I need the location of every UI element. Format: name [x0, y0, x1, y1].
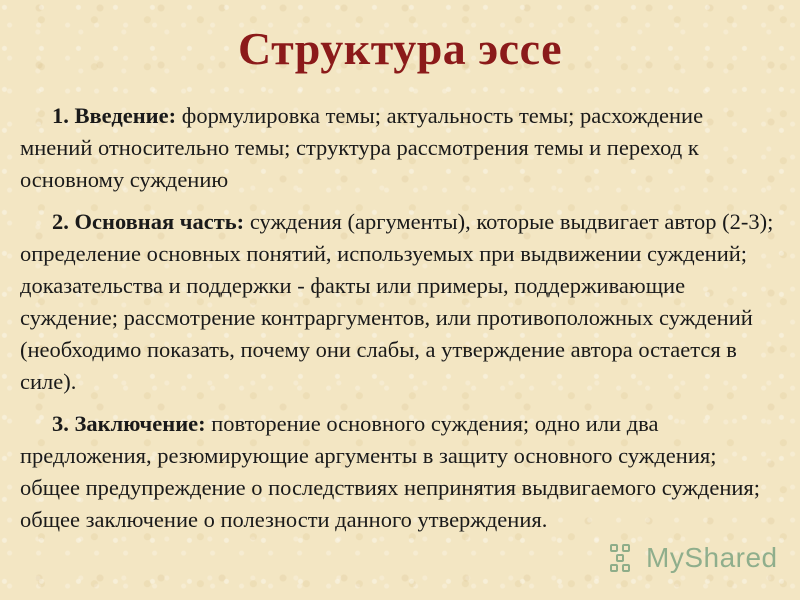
intro-paragraph [20, 100, 780, 196]
watermark-text: MyShared [646, 542, 778, 573]
watermark [610, 542, 778, 574]
slide-title: Структура эссе [237, 23, 562, 74]
main-part-label: 2. Основная часть: [52, 209, 245, 234]
main-part-paragraph [20, 206, 780, 398]
intro-text: формулировка темы; актуальность темы; расхождение мнений относительно темы; структура рассмотрения темы и переход к основному суждению [20, 103, 704, 192]
slide-content [20, 100, 780, 546]
conclusion-paragraph [20, 408, 780, 536]
main-part-text: суждения (аргументы), которые выдвигает автор (2-3); определение основных понятий, используемых при выдвижении суждений; доказательства и поддержки - факты или примеры, поддерживающие суждение; рассмотрение контраргументов, или противоположных суждений (необходимо показать, почему они слабы, а утверждение автора остается в силе). [20, 209, 774, 394]
watermark-logo-icon [610, 544, 636, 572]
intro-label: 1. Введение: [52, 103, 177, 128]
conclusion-text: повторение основного суждения; одно или два предложения, резюмирующие аргументы в защиту основного суждения; общее предупреждение о последствиях непринятия выдвигаемого суждения; общее заключение о полезности данного утверждения. [20, 411, 761, 532]
conclusion-label: 3. Заключение: [52, 411, 206, 436]
